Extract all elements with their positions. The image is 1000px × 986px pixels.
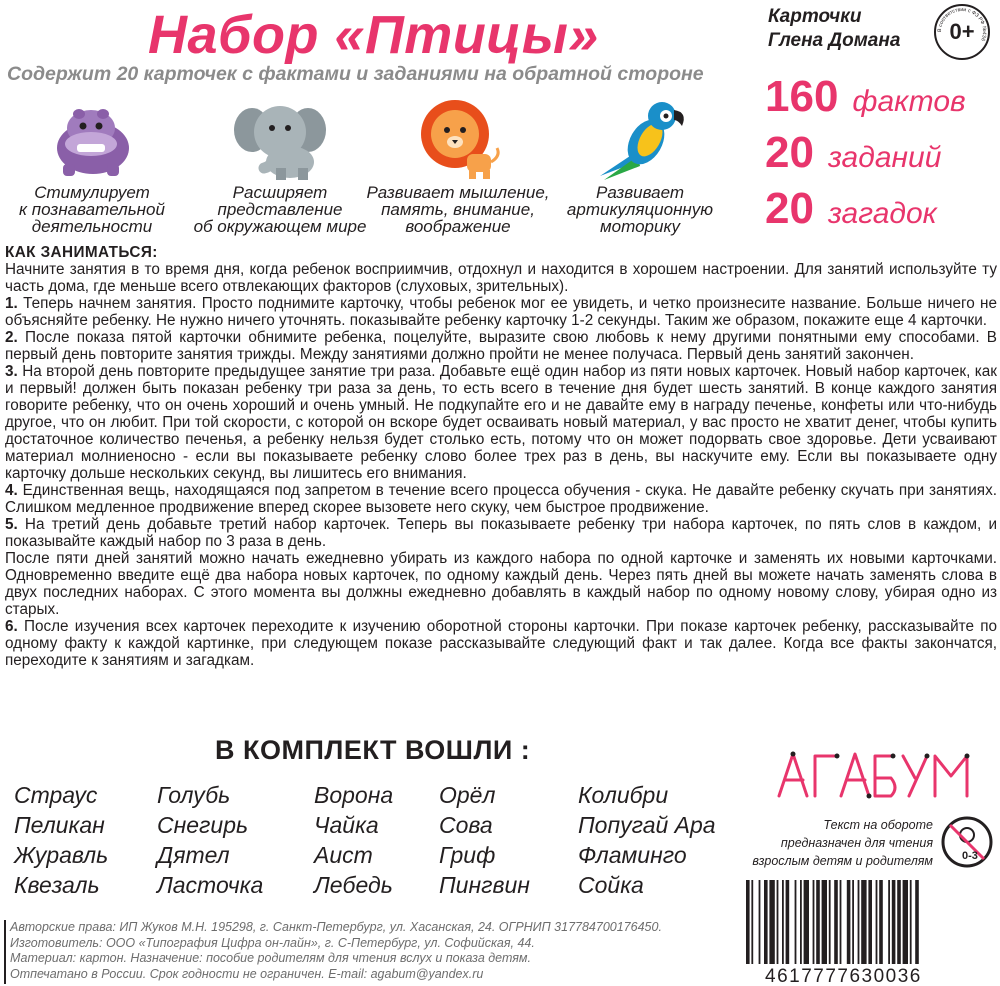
step-text: После изучения всех карточек переходите к изучению оборотной стороны карточки. При показе карточек ребенку, рассказывайте по одному факту к каждой картинке, при следующем показе рассказывайте следующий факт и так далее. Когда все факты закончатся, переходите к занятиям и загадкам. xyxy=(5,618,997,669)
step-text: На второй день повторите предыдущее занятие три раза. Добавьте ещё один набор из пяти новых карточек. Новый набор карточек, как и первый! должен быть показан ребенку три раза за день, то есть всего в течение дня будет шесть занятий. В конце каждого занятия говорите ребенку, что он очень хороший и очень умный. Не подкупайте его и не давайте ему в награду печенье, конфеты или что-нибудь другое, что он любит. При той скорости, с которой он вскоре будет осваивать новый материал, у вас просто не хватит денег, чтобы купить достаточное количество печенья, а ребенку нельзя будет столько есть, потому что он может подорвать свое здоровье. Дети усваивают материал молниеносно - если вы показываете ребенку слово более трех раз в день, вы наскучите ему. Если вы показываете одну карточку дольше нескольких секунд, вы лишитесь его внимания. xyxy=(5,363,997,482)
bird-name: Пеликан xyxy=(14,812,105,838)
no-small-children-icon xyxy=(940,815,994,874)
barcode-bar xyxy=(847,880,851,964)
barcode-bar xyxy=(858,880,860,964)
barcode-bar xyxy=(910,880,912,964)
feature-cognitive xyxy=(0,90,192,235)
footer-line: Отпечатано в России. Срок годности не ограничен. E-mail: agabum@yandex.ru xyxy=(10,966,484,981)
bird-name: Журавль xyxy=(14,842,109,868)
barcode-bar xyxy=(888,880,890,964)
bird-column xyxy=(578,780,716,900)
brand-line-1: Карточки xyxy=(768,6,862,27)
feature-caption-line: память, внимание, xyxy=(381,200,535,219)
barcode-bar xyxy=(769,880,774,964)
barcode-bar xyxy=(876,880,878,964)
feature-thinking xyxy=(358,90,558,235)
feature-articulation xyxy=(540,90,740,235)
bird-name: Снегирь xyxy=(157,812,249,838)
bird-name: Фламинго xyxy=(578,842,687,868)
stat-number: 20 xyxy=(765,128,814,177)
bird-name: Орёл xyxy=(439,782,496,808)
subtitle: Содержит 20 карточек с фактами и заданиями на обратной стороне xyxy=(7,63,704,85)
barcode-bar xyxy=(786,880,790,964)
feature-caption-line: моторику xyxy=(600,217,680,236)
step-number: 3. xyxy=(5,363,18,380)
kit-title: В КОМПЛЕКТ ВОШЛИ : xyxy=(215,735,531,765)
barcode-bar xyxy=(816,880,820,964)
stat-tasks xyxy=(765,128,941,178)
feature-caption-line: об окружающем мире xyxy=(193,217,367,236)
instructions-heading: КАК ЗАНИМАТЬСЯ: xyxy=(5,244,158,261)
step-text: На третий день добавьте третий набор карточек. Теперь вы показываете ребенку три набора карточек, по пять слов в каждом, и показывайте каждый набор по 3 раза в день. xyxy=(5,516,997,550)
step-text: Единственная вещь, находящаяся под запретом в течение всего процесса обучения - скука. Не давайте ребенку скучать при занятиях. Слишком медленное продвижение вперед скорее вызовете него скуку, чем быстрое продвижение. xyxy=(5,482,997,516)
age-badge-text: 0+ xyxy=(949,19,975,44)
footer-line: Авторские права: ИП Жуков М.Н. 195298, г. Санкт-Петербург, ул. Хасанская, 24. ОГРНИП 317784700176450. xyxy=(10,920,662,934)
instructions-intro: Начните занятия в то время дня, когда ребенок восприимчив, отдохнул и находится в хорошем настроении. Для занятий используйте ту часть дома, где меньше всего отвлекающих факторов (слуховых, зрительных). xyxy=(5,261,997,295)
stat-facts xyxy=(765,72,966,122)
bird-name: Аист xyxy=(314,842,373,868)
agabum-logo xyxy=(775,746,975,807)
barcode-bar xyxy=(903,880,908,964)
hippo-icon xyxy=(47,100,137,180)
barcode-bar xyxy=(868,880,872,964)
bird-name: Колибри xyxy=(578,782,669,808)
instruction-step xyxy=(5,550,997,618)
stat-number: 160 xyxy=(765,72,839,121)
feature-caption-line: к познавательной xyxy=(19,200,165,219)
age-badge-ring-text: В соответствии с ФЗ РФ №436 xyxy=(936,6,988,42)
barcode-bar xyxy=(892,880,896,964)
instruction-step xyxy=(5,363,997,482)
stat-word: фактов xyxy=(852,85,966,118)
feature-caption-line: деятельности xyxy=(31,217,153,236)
bird-column xyxy=(439,780,530,900)
step-text: После пяти дней занятий можно начать ежедневно убирать из каждого набора по одной карточке и заменять их новыми карточками. Одновременно введите ещё два набора новых карточек, по одному каждый день. Через пять дней вы можете начать заменять слова в двух последних наборах. С этого момента вы должны ежедневно добавлять в каждый набор по одному новому слову, убирая одно из старых. xyxy=(5,550,997,618)
bird-name: Гриф xyxy=(439,842,496,868)
brand-line-2: Глена Домана xyxy=(768,30,901,51)
footer-legal xyxy=(10,920,662,982)
step-number: 6. xyxy=(5,618,18,635)
feature-caption-line: Развивает xyxy=(595,183,685,202)
footer-line: Изготовитель: ООО «Типография Цифра он-лайн», г. С-Петербург, ул. Софийская, 44. xyxy=(10,935,535,950)
feature-caption-line: Стимулирует xyxy=(34,183,150,202)
step-number: 1. xyxy=(5,295,18,312)
bird-name: Квезаль xyxy=(14,872,100,898)
barcode xyxy=(744,880,984,964)
feature-caption-line: Развивает мышление, xyxy=(366,183,550,202)
step-text: Теперь начнем занятия. Просто поднимите карточку, чтобы ребенок мог ее увидеть, и четко произнесите название. Больше ничего не объясняйте ребенку. Не нужно ничего уточнять. показывайте ребенку карточку 1-2 секунды. Таким же образом, покажите еще 4 карточки. xyxy=(5,295,997,329)
age-rating-badge xyxy=(934,4,990,60)
bird-column xyxy=(157,780,263,900)
instruction-step xyxy=(5,516,997,550)
barcode-bar xyxy=(746,880,750,964)
step-number: 5. xyxy=(5,516,18,533)
instruction-step xyxy=(5,482,997,516)
feature-worldview xyxy=(180,90,380,235)
reading-note-line: предназначен для чтения xyxy=(780,836,933,850)
bird-column xyxy=(14,780,108,900)
age-badge-ring xyxy=(936,6,988,58)
bird-name: Сова xyxy=(439,812,493,838)
bird-name: Ворона xyxy=(314,782,394,808)
barcode-number: 4617777630036 xyxy=(765,966,922,986)
footer-divider xyxy=(4,920,6,984)
barcode-bar xyxy=(834,880,838,964)
feature-caption-line: артикуляционную xyxy=(566,200,714,219)
barcode-bar xyxy=(795,880,797,964)
barcode-bar xyxy=(804,880,809,964)
instruction-step xyxy=(5,329,997,363)
lion-icon xyxy=(413,96,503,180)
instruction-step xyxy=(5,295,997,329)
barcode-bar xyxy=(897,880,901,964)
barcode-bar xyxy=(852,880,854,964)
bird-name: Дятел xyxy=(157,842,230,868)
reading-note-line: Текст на обороте xyxy=(823,818,933,832)
barcode-bar xyxy=(879,880,883,964)
step-number: 4. xyxy=(5,482,18,499)
stat-word: заданий xyxy=(827,141,942,174)
barcode-bar xyxy=(800,880,802,964)
barcode-bar xyxy=(782,880,784,964)
instruction-step xyxy=(5,618,997,669)
reading-note-line: взрослым детям и родителям xyxy=(752,854,933,868)
barcode-bar xyxy=(915,880,919,964)
agabum-logo-mark xyxy=(775,746,975,802)
bird-name: Пингвин xyxy=(439,872,530,898)
bird-name: Чайка xyxy=(314,812,379,838)
step-text: После показа пятой карточки обнимите ребенка, поцелуйте, выразите свою любовь к нему другими понятными ему способами. В первый день повторите занятия трижды. Между занятиями должно пройти не менее получаса. Первый день занятий закончен. xyxy=(5,329,997,363)
barcode-bar xyxy=(813,880,815,964)
barcode-bar xyxy=(822,880,827,964)
stat-riddles xyxy=(765,184,937,234)
bird-name: Ласточка xyxy=(157,872,264,898)
barcode-bar xyxy=(764,880,768,964)
stat-number: 20 xyxy=(765,184,814,233)
svg-text:В соответствии с ФЗ РФ №436 xyxy=(937,7,987,42)
instructions xyxy=(5,244,997,669)
bird-name: Голубь xyxy=(157,782,231,808)
feature-caption-line: представление xyxy=(217,200,343,219)
step-number: 2. xyxy=(5,329,18,346)
choking-hazard-icon xyxy=(940,815,994,869)
bird-column xyxy=(314,780,393,900)
footer-line: Материал: картон. Назначение: пособие родителям для чтения вслух и показа детям. xyxy=(10,951,531,965)
elephant-icon xyxy=(230,96,330,180)
stat-word: загадок xyxy=(827,197,937,230)
bird-name: Попугай Ара xyxy=(578,812,716,838)
parrot-icon xyxy=(590,96,690,180)
age-icon-label: 0-3 xyxy=(962,850,978,862)
barcode-bar xyxy=(840,880,842,964)
barcode-bar xyxy=(759,880,761,964)
barcode-bar xyxy=(861,880,866,964)
page-title: Набор «Птицы» xyxy=(148,5,599,65)
bird-name: Сойка xyxy=(578,872,644,898)
feature-caption-line: воображение xyxy=(405,217,511,236)
reading-note xyxy=(745,816,933,870)
feature-caption-line: Расширяет xyxy=(232,183,328,202)
barcode-bar xyxy=(777,880,779,964)
bird-name: Лебедь xyxy=(314,872,393,898)
barcode-bar xyxy=(829,880,831,964)
barcode-bar xyxy=(751,880,753,964)
bird-name: Страус xyxy=(14,782,98,808)
